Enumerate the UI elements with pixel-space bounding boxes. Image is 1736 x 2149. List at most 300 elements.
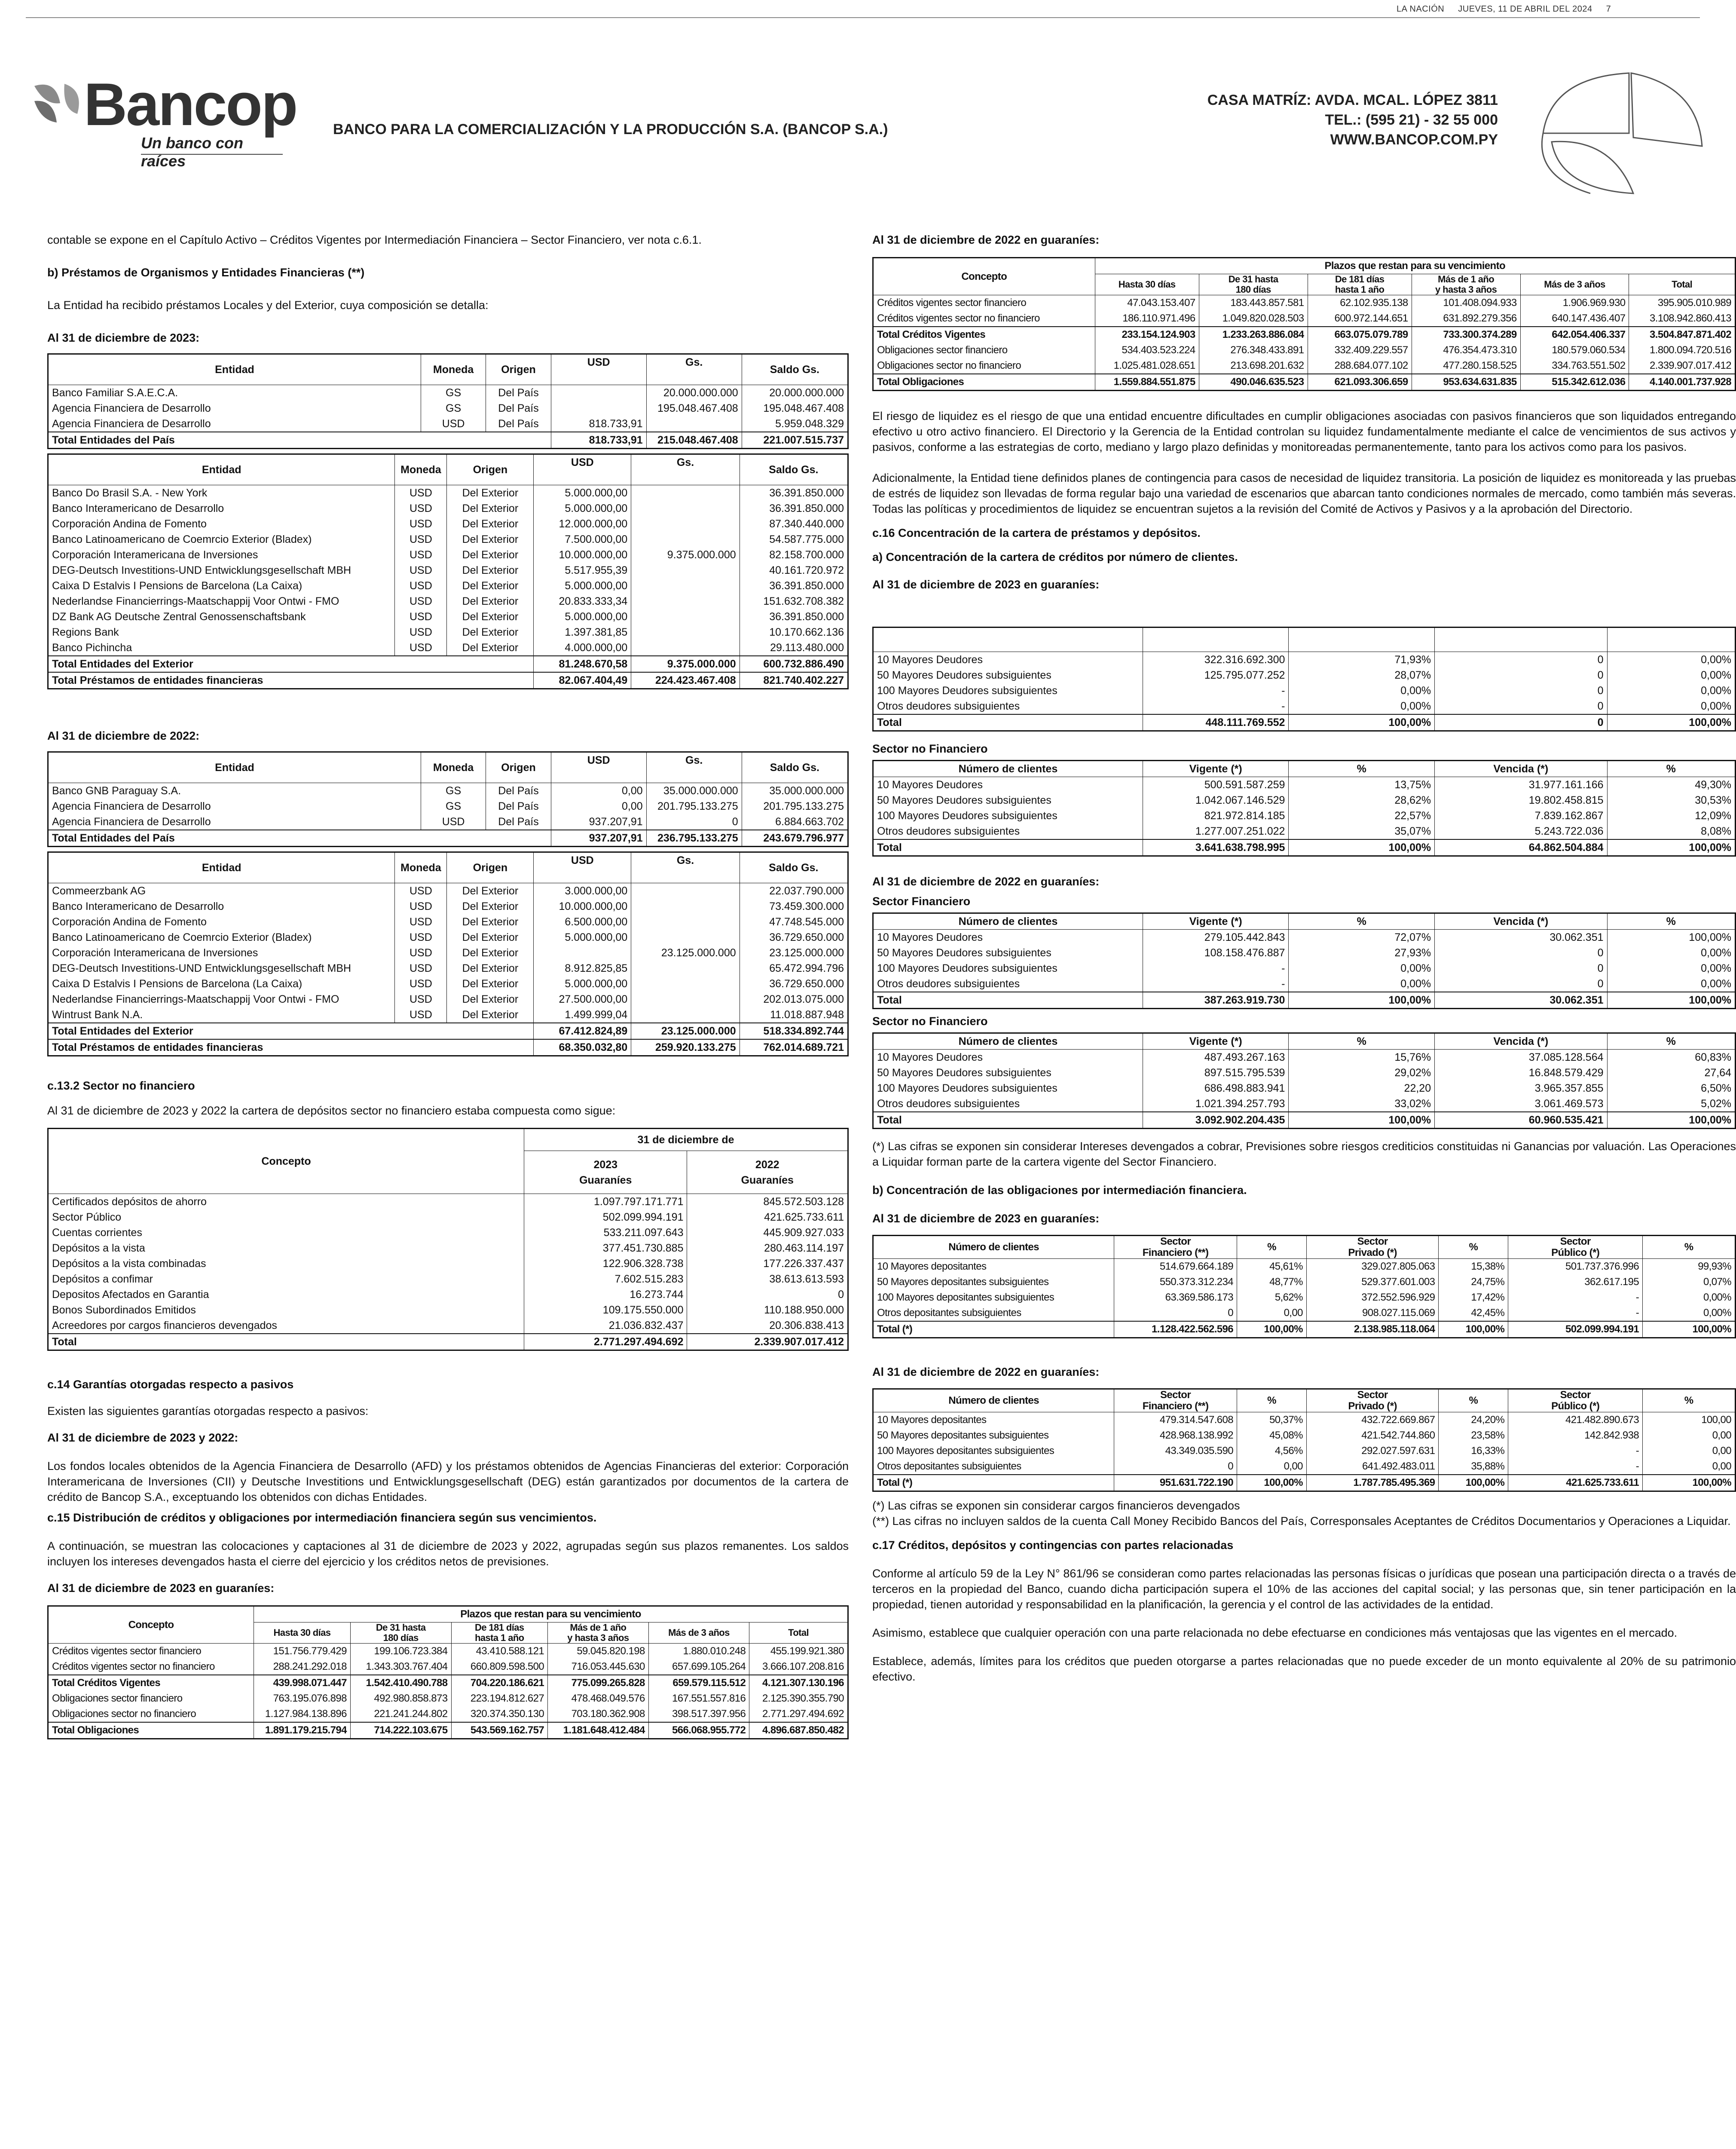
- page-number: 7: [1606, 4, 1611, 14]
- section-c16b-heading-2023: Al 31 de diciembre de 2023 en guaraníes:: [872, 1212, 1100, 1225]
- table-row: [48, 532, 848, 547]
- vencida-amount: 3.061.469.573: [1435, 1096, 1607, 1112]
- total-balance: 221.007.515.737: [742, 432, 848, 449]
- loans-local-2022-table: [47, 751, 849, 847]
- vigente-amount: 821.972.814.185: [1143, 808, 1289, 823]
- depositor-group: 50 Mayores depositantes subsiguientes: [877, 1430, 1049, 1441]
- depositor-group: Total (*): [873, 1475, 1114, 1491]
- table-row: [48, 899, 848, 914]
- entity-name: Banco Interamericano de Desarrollo: [52, 900, 224, 912]
- balance-gs: 87.340.440.000: [740, 516, 848, 532]
- amount: 5,62%: [1237, 1290, 1307, 1305]
- usd-amount: 1.499.999,04: [534, 1007, 631, 1023]
- balance-gs: 36.729.650.000: [740, 976, 848, 992]
- table-row: [873, 1096, 1736, 1112]
- currency: USD: [395, 640, 447, 656]
- balance-gs: 36.729.650.000: [740, 930, 848, 945]
- total-row: [873, 992, 1736, 1009]
- table-row: [48, 594, 848, 609]
- usd-amount: 5.000.000,00: [534, 609, 631, 624]
- vencida-amount: 0: [1435, 714, 1607, 731]
- total-usd: 82.067.404,49: [534, 672, 631, 689]
- header-row: [873, 1389, 1736, 1412]
- client-group: Otros deudores subsiguientes: [877, 1098, 1020, 1110]
- column-header: %: [1607, 761, 1736, 777]
- table-row: [48, 609, 848, 624]
- origin: Del País: [486, 783, 551, 799]
- amount: 492.980.858.873: [350, 1691, 451, 1706]
- table-row: [48, 578, 848, 594]
- amount: 1.181.648.412.484: [548, 1722, 649, 1739]
- header-line: De 181 días: [475, 1622, 524, 1633]
- usd-amount: [551, 401, 646, 416]
- amount: 0,00%: [1643, 1290, 1736, 1305]
- currency: USD: [395, 485, 447, 501]
- total-row: [873, 374, 1736, 391]
- usd-amount: 818.733,91: [551, 416, 646, 432]
- gs-amount: [631, 1007, 740, 1023]
- origin: Del País: [486, 401, 551, 416]
- client-group: Total: [873, 992, 1143, 1009]
- column-header: Concepto: [48, 1606, 254, 1644]
- usd-amount: 6.500.000,00: [534, 914, 631, 930]
- balance-gs: 36.391.850.000: [740, 485, 848, 501]
- gs-amount: [631, 899, 740, 914]
- amount: 600.972.144.651: [1308, 311, 1412, 327]
- column-header: %: [1643, 1389, 1736, 1412]
- vencida-pct: 30,53%: [1607, 793, 1736, 808]
- concept: Depósitos a confimar: [52, 1273, 153, 1285]
- amount: 659.579.115.512: [648, 1675, 749, 1691]
- currency: USD: [395, 930, 447, 945]
- concept: Cuentas corrientes: [52, 1227, 142, 1239]
- table-row: [873, 652, 1736, 668]
- table-row: [873, 1050, 1736, 1065]
- contact-block: [1207, 90, 1498, 150]
- client-group: Otros deudores subsiguientes: [877, 825, 1020, 837]
- header-row: [48, 454, 848, 471]
- website: WWW.BANCOP.COM.PY: [1330, 132, 1498, 148]
- amount: 640.147.436.407: [1520, 311, 1629, 327]
- vencida-amount: 37.085.128.564: [1435, 1050, 1607, 1065]
- table-row: [48, 914, 848, 930]
- usd-amount: 1.397.381,85: [534, 624, 631, 640]
- vencida-amount: 30.062.351: [1435, 930, 1607, 946]
- logo-tagline: Un banco con raíces: [141, 134, 244, 170]
- phone: TEL.: (595 21) - 32 55 000: [1325, 112, 1498, 128]
- origin: Del Exterior: [447, 516, 534, 532]
- vigente-amount: 108.158.476.887: [1143, 945, 1289, 961]
- total-row: [873, 714, 1736, 731]
- amount: 775.099.265.828: [548, 1675, 649, 1691]
- issue-date: JUEVES, 11 DE ABRIL DEL 2024: [1458, 4, 1592, 14]
- header-line: Sector: [1560, 1389, 1591, 1401]
- total-label: Total Entidades del País: [48, 432, 551, 449]
- vencida-amount: 64.862.504.884: [1435, 839, 1607, 856]
- vencida-amount: 0: [1435, 683, 1607, 698]
- amount: 151.756.779.429: [254, 1644, 351, 1659]
- vigente-pct: 72,07%: [1289, 930, 1435, 946]
- leaf-icon: [30, 77, 86, 133]
- amount: 100,00%: [1439, 1475, 1508, 1491]
- column-header: Número de clientes: [873, 761, 1143, 777]
- header-line: De 31 hasta: [376, 1622, 426, 1633]
- balance-gs: 36.391.850.000: [740, 578, 848, 594]
- decorative-leaf-icon: [1526, 69, 1706, 198]
- vencida-pct: 0,00%: [1607, 945, 1736, 961]
- vigente-amount: -: [1143, 961, 1289, 976]
- entity-name: Agencia Financiera de Desarrollo: [52, 800, 211, 812]
- total-2022: 2.339.907.017.412: [687, 1334, 848, 1350]
- usd-amount: 5.000.000,00: [534, 501, 631, 516]
- concept: Créditos vigentes sector no financiero: [52, 1661, 215, 1672]
- section-c14-heading: Al 31 de diciembre de 2023 y 2022:: [47, 1431, 238, 1444]
- amount: 288.241.292.018: [254, 1659, 351, 1675]
- amount: 641.492.483.011: [1306, 1459, 1439, 1475]
- gs-amount: [631, 609, 740, 624]
- vigente-pct: 100,00%: [1289, 992, 1435, 1009]
- amount: 0: [1114, 1459, 1237, 1475]
- header-line: Sector: [1357, 1236, 1388, 1247]
- concept: Total Obligaciones: [48, 1722, 254, 1739]
- amount: 0,00: [1237, 1305, 1307, 1321]
- sector-no-financiero-label-2022: Sector no Financiero: [872, 1015, 988, 1028]
- amount-2022: 280.463.114.197: [687, 1240, 848, 1256]
- gs-amount: 201.795.133.275: [646, 799, 742, 814]
- depositor-group: 10 Mayores depositantes: [877, 1261, 987, 1272]
- table-row: [48, 992, 848, 1007]
- table-row: [873, 1065, 1736, 1081]
- amount: 428.968.138.992: [1114, 1428, 1237, 1443]
- obligations-2022-table: [872, 1388, 1736, 1492]
- currency: USD: [395, 624, 447, 640]
- vigente-amount: 1.021.394.257.793: [1143, 1096, 1289, 1112]
- gs-amount: [631, 976, 740, 992]
- amount-2023: 122.906.328.738: [524, 1256, 687, 1271]
- amount: 951.631.722.190: [1114, 1475, 1237, 1491]
- section-b-text: La Entidad ha recibido préstamos Locales y del Exterior, cuya composición se detalla:: [47, 299, 489, 312]
- usd-amount: 0,00: [551, 799, 646, 814]
- client-group: 10 Mayores Deudores: [877, 931, 983, 943]
- vencida-amount: 16.848.579.429: [1435, 1065, 1607, 1081]
- vencida-pct: 100,00%: [1607, 930, 1736, 946]
- table-row: [48, 640, 848, 656]
- vencida-amount: 31.977.161.166: [1435, 777, 1607, 793]
- column-header: Saldo Gs.: [740, 852, 848, 883]
- vigente-pct: 28,62%: [1289, 793, 1435, 808]
- amount: 0,00: [1643, 1443, 1736, 1459]
- vigente-amount: 686.498.883.941: [1143, 1081, 1289, 1096]
- header-line: Más de 1 año: [570, 1622, 627, 1633]
- vencida-pct: 0,00%: [1607, 652, 1736, 668]
- concentration-sf-2022-table: [872, 912, 1736, 1009]
- balance-gs: 47.748.545.000: [740, 914, 848, 930]
- client-group: 50 Mayores Deudores subsiguientes: [877, 947, 1051, 959]
- column-header: [1289, 628, 1435, 652]
- amount: 213.698.201.632: [1199, 358, 1308, 374]
- vencida-pct: 12,09%: [1607, 808, 1736, 823]
- table-row: [48, 401, 848, 416]
- amount: 502.099.994.191: [1508, 1321, 1643, 1338]
- heading-2023: Al 31 de diciembre de 2023:: [47, 331, 200, 344]
- amount-2022: 177.226.337.437: [687, 1256, 848, 1271]
- column-header: Entidad: [48, 752, 421, 783]
- amount: 223.194.812.627: [451, 1691, 548, 1706]
- left-column: [47, 232, 849, 1739]
- origin: Del Exterior: [447, 992, 534, 1007]
- amount: 1.127.984.138.896: [254, 1706, 351, 1722]
- amount: 716.053.445.630: [548, 1659, 649, 1675]
- vencida-amount: 0: [1435, 667, 1607, 683]
- amount: 50,37%: [1237, 1412, 1307, 1428]
- amount: 4,56%: [1237, 1443, 1307, 1459]
- amount: 421.542.744.860: [1306, 1428, 1439, 1443]
- amount: 1.343.303.767.404: [350, 1659, 451, 1675]
- concept: Sector Público: [52, 1211, 122, 1223]
- usd-amount: 4.000.000,00: [534, 640, 631, 656]
- column-header: [1306, 1236, 1439, 1259]
- total-row: [48, 1334, 848, 1350]
- header-line: Sector: [1160, 1389, 1191, 1401]
- column-header: Saldo Gs.: [740, 454, 848, 485]
- concentration-snf-2023-table: [872, 760, 1736, 857]
- table-row: [873, 1305, 1736, 1321]
- amount: 534.403.523.224: [1095, 343, 1199, 358]
- amount-2022: 445.909.927.033: [687, 1225, 848, 1240]
- vencida-pct: 100,00%: [1607, 839, 1736, 856]
- total-usd: 68.350.032,80: [534, 1039, 631, 1056]
- maturity-2022-table: [872, 257, 1736, 391]
- amount: 0,00: [1237, 1459, 1307, 1475]
- concept: Créditos vigentes sector financiero: [877, 297, 1027, 309]
- column-header: %: [1289, 913, 1435, 930]
- total-row: [873, 327, 1736, 343]
- amount-2023: 533.211.097.643: [524, 1225, 687, 1240]
- balance-gs: 54.587.775.000: [740, 532, 848, 547]
- gs-amount: 35.000.000.000: [646, 783, 742, 799]
- table-row: [48, 1225, 848, 1240]
- column-header: %: [1439, 1389, 1508, 1412]
- amount-2023: 21.036.832.437: [524, 1318, 687, 1334]
- amount: 23,58%: [1439, 1428, 1508, 1443]
- amount: 45,61%: [1237, 1259, 1307, 1275]
- header-row: [873, 1033, 1736, 1050]
- total-gs: 259.920.133.275: [631, 1039, 740, 1056]
- column-header: [1629, 274, 1736, 295]
- table-row: [873, 808, 1736, 823]
- total-balance: 762.014.689.721: [740, 1039, 848, 1056]
- column-header: Plazos que restan para su vencimiento: [254, 1606, 848, 1622]
- balance-gs: 73.459.300.000: [740, 899, 848, 914]
- amount: 3.108.942.860.413: [1629, 311, 1736, 327]
- total-gs: 9.375.000.000: [631, 656, 740, 672]
- table-row: [873, 976, 1736, 992]
- bancop-logo: [30, 70, 297, 170]
- amount: 329.027.805.063: [1306, 1259, 1439, 1275]
- origin: Del Exterior: [447, 594, 534, 609]
- table-row: [873, 1412, 1736, 1428]
- entity-name: Banco Familiar S.A.E.C.A.: [52, 387, 178, 399]
- amount: 183.443.857.581: [1199, 295, 1308, 311]
- table-row: [873, 1259, 1736, 1275]
- section-c16a-title: a) Concentración de la cartera de créditos por número de clientes.: [872, 551, 1238, 563]
- section-c16b-heading-2022: Al 31 de diciembre de 2022 en guaraníes:: [872, 1365, 1100, 1378]
- amount: 566.068.955.772: [648, 1722, 749, 1739]
- column-header: Plazos que restan para su vencimiento: [1095, 258, 1735, 274]
- header-row: [48, 852, 848, 869]
- concept: Certificados depósitos de ahorro: [52, 1196, 207, 1208]
- header-row: [873, 628, 1736, 652]
- total-row: [48, 1675, 848, 1691]
- column-header: [749, 1622, 848, 1644]
- balance-gs: 195.048.467.408: [742, 401, 848, 416]
- total-row: [48, 1039, 848, 1056]
- concept: Bonos Subordinados Emitidos: [52, 1304, 196, 1316]
- total-label: Total Préstamos de entidades financieras: [48, 1039, 534, 1056]
- column-header: [1143, 628, 1289, 652]
- amount: 24,20%: [1439, 1412, 1508, 1428]
- vigente-amount: 3.092.902.204.435: [1143, 1112, 1289, 1129]
- amount: 1.025.481.028.651: [1095, 358, 1199, 374]
- amount: 1.049.820.028.503: [1199, 311, 1308, 327]
- amount: 0: [1114, 1305, 1237, 1321]
- amount: 334.763.551.502: [1520, 358, 1629, 374]
- vencida-amount: 7.839.162.867: [1435, 808, 1607, 823]
- amount: 642.054.406.337: [1520, 327, 1629, 343]
- table-row: [48, 1659, 848, 1675]
- concept: Depósitos a la vista combinadas: [52, 1258, 206, 1270]
- section-c16b-title: b) Concentración de las obligaciones por intermediación financiera.: [872, 1184, 1247, 1197]
- gs-amount: [631, 992, 740, 1007]
- balance-gs: 202.013.075.000: [740, 992, 848, 1007]
- amount: 432.722.669.867: [1306, 1412, 1439, 1428]
- gs-amount: [631, 883, 740, 899]
- usd-amount: 0,00: [551, 783, 646, 799]
- amount: 395.905.010.989: [1629, 295, 1736, 311]
- table-row: [873, 295, 1736, 311]
- section-c15-title: c.15 Distribución de créditos y obligaciones por intermediación financiera según sus vencimientos.: [47, 1511, 597, 1524]
- maturity-2023-table: [47, 1605, 849, 1739]
- currency: USD: [421, 814, 486, 830]
- amount-2023: 109.175.550.000: [524, 1302, 687, 1318]
- balance-gs: 65.472.994.796: [740, 961, 848, 976]
- concept: Total Obligaciones: [873, 374, 1095, 391]
- column-header: Vigente (*): [1143, 1033, 1289, 1050]
- total-usd: 67.412.824,89: [534, 1023, 631, 1039]
- table-row: [873, 1081, 1736, 1096]
- amount: 24,75%: [1439, 1274, 1508, 1290]
- amount-2022: 845.572.503.128: [687, 1194, 848, 1210]
- amount: 17,42%: [1439, 1290, 1508, 1305]
- loans-local-2023-table: [47, 353, 849, 449]
- currency: GS: [421, 783, 486, 799]
- concept: Total Créditos Vigentes: [48, 1675, 254, 1691]
- header-line: Total: [1672, 279, 1693, 290]
- vencida-pct: 0,00%: [1607, 698, 1736, 714]
- right-column: [872, 232, 1736, 1684]
- amount: 35,88%: [1439, 1459, 1508, 1475]
- vigente-pct: 35,07%: [1289, 823, 1435, 839]
- column-header: Entidad: [48, 354, 421, 385]
- amount: 180.579.060.534: [1520, 343, 1629, 358]
- origin: Del Exterior: [447, 1007, 534, 1023]
- currency: USD: [395, 976, 447, 992]
- entity-name: Nederlandse Financierrings-Maatschappij Voor Ontwi - FMO: [52, 595, 339, 607]
- usd-amount: 10.000.000,00: [534, 899, 631, 914]
- year-label: 2022: [755, 1158, 779, 1171]
- currency: USD: [395, 547, 447, 563]
- header-line: Más de 3 años: [1544, 279, 1605, 290]
- amount: -: [1508, 1305, 1643, 1321]
- amount: 733.300.374.289: [1412, 327, 1520, 343]
- entity-name: Corporación Andina de Fomento: [52, 916, 207, 928]
- header-line: De 31 hasta: [1228, 274, 1278, 285]
- vencida-amount: 30.062.351: [1435, 992, 1607, 1009]
- vencida-pct: 5,02%: [1607, 1096, 1736, 1112]
- table-row: [48, 814, 848, 830]
- vencida-pct: 0,00%: [1607, 976, 1736, 992]
- column-header: Gs.: [646, 752, 742, 768]
- amount: 100,00%: [1439, 1321, 1508, 1338]
- amount: 529.377.601.003: [1306, 1274, 1439, 1290]
- total-row: [873, 839, 1736, 856]
- table-row: [873, 1274, 1736, 1290]
- origin: Del Exterior: [447, 547, 534, 563]
- balance-gs: 201.795.133.275: [742, 799, 848, 814]
- table-row: [873, 311, 1736, 327]
- client-group: Otros deudores subsiguientes: [877, 978, 1020, 990]
- header-line: 180 días: [1235, 284, 1271, 295]
- column-header: %: [1439, 1236, 1508, 1259]
- vigente-pct: 27,93%: [1289, 945, 1435, 961]
- column-header: %: [1237, 1389, 1307, 1412]
- column-header: %: [1607, 1033, 1736, 1050]
- entity-name: Banco Latinoamericano de Coemrcio Exterior (Bladex): [52, 533, 312, 545]
- amount: 101.408.094.933: [1412, 295, 1520, 311]
- client-group: 10 Mayores Deudores: [877, 1051, 983, 1063]
- gs-amount: [631, 640, 740, 656]
- obligations-2023-table: [872, 1235, 1736, 1338]
- amount: -: [1508, 1290, 1643, 1305]
- amount: -: [1508, 1459, 1643, 1475]
- table-row: [873, 1290, 1736, 1305]
- table-row: [873, 1459, 1736, 1475]
- table-row: [48, 416, 848, 432]
- usd-amount: 3.000.000,00: [534, 883, 631, 899]
- concept: Total Créditos Vigentes: [873, 327, 1095, 343]
- origin: Del Exterior: [447, 578, 534, 594]
- entity-name: Wintrust Bank N.A.: [52, 1009, 143, 1021]
- amount: 477.280.158.525: [1412, 358, 1520, 374]
- balance-gs: 29.113.480.000: [740, 640, 848, 656]
- origin: Del Exterior: [447, 532, 534, 547]
- total-label: Total Entidades del País: [48, 830, 551, 847]
- usd-amount: 5.000.000,00: [534, 578, 631, 594]
- amount: 2.771.297.494.692: [749, 1706, 848, 1722]
- table-row: [48, 1706, 848, 1722]
- column-header: [1308, 274, 1412, 295]
- amount: 292.027.597.631: [1306, 1443, 1439, 1459]
- table-row: [48, 961, 848, 976]
- client-group: 10 Mayores Deudores: [877, 654, 983, 666]
- table-row: [48, 1287, 848, 1302]
- amount: 398.517.397.956: [648, 1706, 749, 1722]
- amount-2022: 421.625.733.611: [687, 1209, 848, 1225]
- amount: 953.634.631.835: [1412, 374, 1520, 391]
- vigente-amount: 487.493.267.163: [1143, 1050, 1289, 1065]
- amount: 4.140.001.737.928: [1629, 374, 1736, 391]
- origin: Del País: [486, 385, 551, 401]
